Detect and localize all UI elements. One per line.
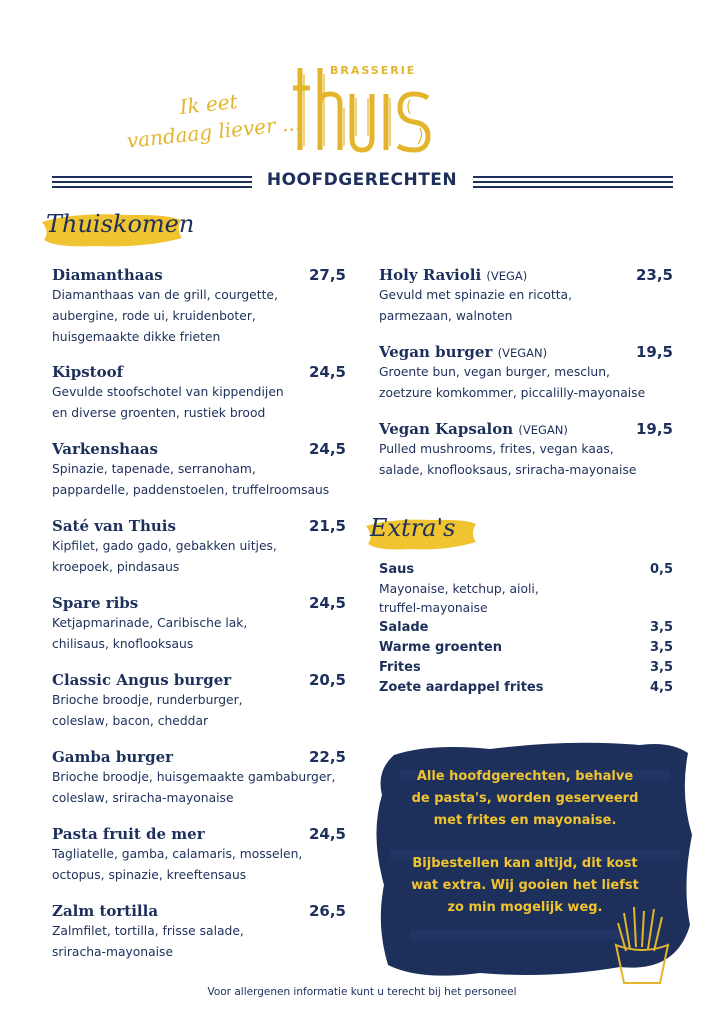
note-paragraph-1: [395, 766, 655, 832]
extra-price: 4,5: [649, 680, 673, 695]
header-rule-right: [473, 176, 673, 190]
menu-item-description-line: Diamanthaas van de grill, courgette,: [52, 288, 278, 302]
menu-item-diet-tag: (VEGAN): [497, 346, 548, 360]
menu-item: [52, 825, 346, 885]
menu-item-price: 23,5: [635, 266, 673, 284]
menu-item-price: 24,5: [308, 825, 346, 843]
menu-item-description-line: Groente bun, vegan burger, mesclun,: [379, 365, 610, 379]
menu-item-description-line: sriracha-mayonaise: [52, 945, 174, 959]
extra-name: Frites: [379, 660, 421, 675]
brand-brasserie: BRASSERIE: [330, 64, 417, 77]
menu-item-description-line: Gevulde stoofschotel van kippendijen: [52, 385, 284, 399]
tagline: [123, 81, 302, 154]
menu-item-name-text: Spare ribs: [52, 594, 139, 612]
menu-item-description-line: huisgemaakte dikke frieten: [52, 330, 221, 344]
extra-row: [379, 638, 673, 658]
heading-thuiskomen: Thuiskomen: [46, 210, 195, 238]
extra-price: 3,5: [649, 620, 673, 635]
menu-item-header: [52, 902, 346, 920]
note-line: met frites en mayonaise.: [433, 813, 617, 828]
menu-item-header: [379, 266, 673, 284]
extra-row: [379, 618, 673, 638]
menu-item-description-line: coleslaw, bacon, cheddar: [52, 714, 209, 728]
menu-item-description-line: parmezaan, walnoten: [379, 309, 513, 323]
menu-item-price: 24,5: [308, 363, 346, 381]
menu-item-description-line: salade, knoflooksaus, sriracha-mayonaise: [379, 463, 637, 477]
menu-item-description-line: aubergine, rode ui, kruidenboter,: [52, 309, 256, 323]
fries-icon: [610, 905, 674, 985]
extra-price: 3,5: [649, 640, 673, 655]
menu-item-name: [52, 671, 231, 689]
extra-row: [379, 658, 673, 678]
footer-allergen-note: Voor allergenen informatie kunt u terecht bij het personeel: [207, 986, 517, 998]
menu-item-description-line: pappardelle, paddenstoelen, truffelroomsaus: [52, 483, 330, 497]
menu-item-header: [52, 825, 346, 843]
extra-name: Warme groenten: [379, 640, 502, 655]
menu-item-name: [52, 825, 205, 843]
extra-price: 0,5: [649, 562, 673, 577]
menu-item: [52, 594, 346, 654]
note-line: Bijbestellen kan altijd, dit kost: [412, 856, 638, 871]
menu-item-description-line: Brioche broodje, runderburger,: [52, 693, 243, 707]
menu-item-price: 20,5: [308, 671, 346, 689]
menu-item: [52, 363, 346, 423]
menu-item-description-line: Ketjapmarinade, Caribische lak,: [52, 616, 248, 630]
menu-item: [52, 748, 346, 808]
section-title: HOOFDGERECHTEN: [266, 170, 458, 190]
menu-item-name: [52, 266, 163, 284]
menu-item: [379, 420, 673, 480]
menu-item: [52, 266, 346, 347]
menu-item: [52, 440, 346, 500]
extras-list: [379, 560, 673, 698]
menu-item-name: [52, 594, 138, 612]
menu-item-description-line: Kipfilet, gado gado, gebakken uitjes,: [52, 539, 277, 553]
menu-item-price: 21,5: [308, 517, 346, 535]
thuis-logo: [292, 66, 442, 156]
menu-item-name-text: Diamanthaas: [52, 266, 163, 284]
menu-item-name: [379, 420, 568, 438]
extra-name: Zoete aardappel frites: [379, 680, 544, 695]
menu-item-price: 24,5: [308, 440, 346, 458]
tagline-line-1: Ik eet: [178, 89, 239, 120]
menu-item: [379, 266, 673, 326]
note-line: de pasta's, worden geserveerd: [411, 791, 639, 806]
menu-item-header: [379, 420, 673, 438]
menu-item-name-text: Classic Angus burger: [52, 671, 232, 689]
menu-item-name: [52, 517, 176, 535]
menu-item: [379, 343, 673, 403]
menu-item: [52, 902, 346, 962]
menu-item-price: 22,5: [308, 748, 346, 766]
menu-item-header: [52, 594, 346, 612]
menu-item-price: 19,5: [635, 420, 673, 438]
menu-item-header: [52, 440, 346, 458]
menu-item: [52, 671, 346, 731]
menu-item-name-text: Kipstoof: [52, 363, 124, 381]
menu-item-description-line: Zalmfilet, tortilla, frisse salade,: [52, 924, 244, 938]
extra-desc-line: Mayonaise, ketchup, aioli,: [379, 582, 539, 596]
menu-item-description-line: en diverse groenten, rustiek brood: [52, 406, 266, 420]
menu-item-header: [52, 748, 346, 766]
menu-item-description-line: Gevuld met spinazie en ricotta,: [379, 288, 572, 302]
header-rule-left: [52, 176, 252, 190]
note-line: zo min mogelijk weg.: [447, 900, 603, 915]
note-line: wat extra. Wij gooien het liefst: [411, 878, 639, 893]
menu-item-name: [379, 343, 547, 361]
menu-item-name-text: Zalm tortilla: [52, 902, 159, 920]
menu-item-description-line: coleslaw, sriracha-mayonaise: [52, 791, 234, 805]
menu-item-name-text: Vegan burger: [379, 343, 493, 361]
menu-item-name: [52, 440, 158, 458]
menu-item-name: [52, 902, 158, 920]
menu-item: [52, 517, 346, 577]
menu-item-header: [379, 343, 673, 361]
menu-item-name: [52, 748, 173, 766]
menu-item-name-text: Varkenshaas: [52, 440, 158, 458]
extra-desc-line: truffel-mayonaise: [379, 601, 488, 615]
menu-item-description-line: kroepoek, pindasaus: [52, 560, 180, 574]
menu-item-description-line: Pulled mushrooms, frites, vegan kaas,: [379, 442, 614, 456]
extra-price: 3,5: [649, 660, 673, 675]
menu-item-description-line: Spinazie, tapenade, serranoham,: [52, 462, 256, 476]
menu-item-description-line: zoetzure komkommer, piccalilly-mayonaise: [379, 386, 646, 400]
tagline-line-2: vandaag liever ...: [125, 110, 302, 153]
menu-item-name-text: Gamba burger: [52, 748, 174, 766]
extra-row: [379, 678, 673, 698]
menu-item-header: [52, 671, 346, 689]
extra-name: Saus: [379, 562, 415, 577]
heading-extras: Extra's: [370, 514, 456, 542]
menu-item-description-line: Tagliatelle, gamba, calamaris, mosselen,: [52, 847, 303, 861]
menu-item-price: 26,5: [308, 902, 346, 920]
note-line: Alle hoofdgerechten, behalve: [416, 769, 634, 784]
menu-item-name-text: Holy Ravioli: [379, 266, 482, 284]
menu-item-description-line: Brioche broodje, huisgemaakte gambaburger,: [52, 770, 336, 784]
menu-item-price: 24,5: [308, 594, 346, 612]
menu-item-diet-tag: (VEGA): [486, 269, 528, 283]
menu-item-name-text: Vegan Kapsalon: [379, 420, 514, 438]
menu-item-header: [52, 363, 346, 381]
menu-item-name-text: Pasta fruit de mer: [52, 825, 205, 843]
menu-item-header: [52, 517, 346, 535]
extra-row: [379, 560, 673, 580]
menu-item-name-text: Saté van Thuis: [52, 517, 176, 535]
menu-item-price: 19,5: [635, 343, 673, 361]
menu-item-name: [379, 266, 527, 284]
menu-item-header: [52, 266, 346, 284]
extra-name: Salade: [379, 620, 429, 635]
menu-item-description-line: octopus, spinazie, kreeftensaus: [52, 868, 247, 882]
menu-item-name: [52, 363, 123, 381]
menu-item-description-line: chilisaus, knoflooksaus: [52, 637, 194, 651]
menu-item-price: 27,5: [308, 266, 346, 284]
menu-item-diet-tag: (VEGAN): [518, 423, 568, 437]
